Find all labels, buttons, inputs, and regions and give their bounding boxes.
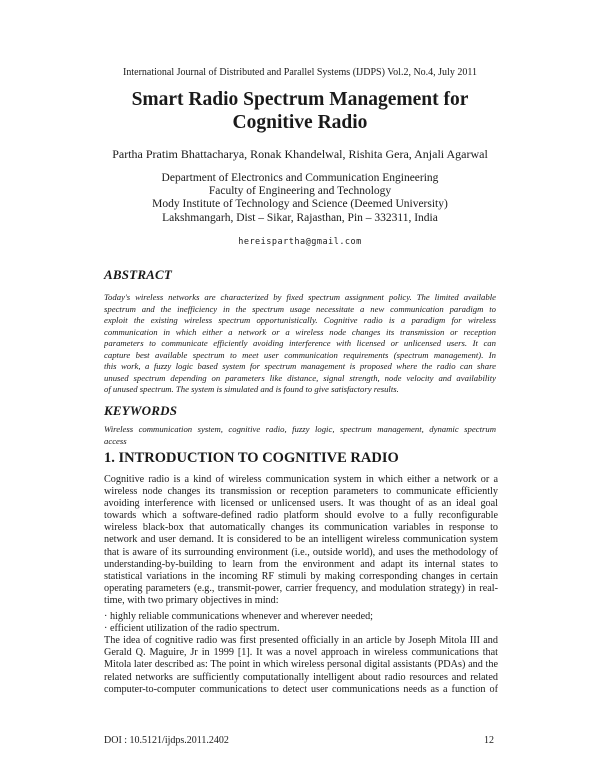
keywords-heading: KEYWORDS [104, 403, 178, 418]
body-line: time, with two primary objectives in mind: [104, 594, 279, 606]
keywords-body [104, 424, 496, 447]
abstract-body [104, 292, 496, 396]
body-line: that is aware of its surrounding environment (i.e., outside world), and uses the methodology of [104, 546, 498, 558]
body-line: Gerald Q. Maguire, Jr in 1999 [1]. It was a novel approach in wireless communications that [104, 647, 498, 659]
affiliation-line: Department of Electronics and Communication Engineering [161, 172, 439, 184]
body-line: related networks are sufficiently computationally intelligent about radio resources and related [104, 671, 498, 683]
body-line: avoiding interference with licensed or unlicensed users. It was thought of as an ideal goal [104, 498, 498, 510]
section-heading: 1. INTRODUCTION TO COGNITIVE RADIO [104, 450, 399, 466]
body-line: computer-to-computer communications to detect user communications needs as a function of [104, 683, 498, 695]
body-line: understanding-by-building to learn from the environment and adapt its internal states to [104, 558, 498, 570]
keywords-line: access [104, 435, 127, 446]
affiliation-line: Faculty of Engineering and Technology [208, 185, 392, 198]
body-line: Cognitive radio is a kind of wireless communication system in which either a network or a [104, 474, 498, 485]
keywords-line: Wireless communication system, cognitive radio, fuzzy logic, spectrum management, dynamic spectrum [104, 424, 496, 434]
page-number: 12 [484, 735, 494, 746]
abstract-line: unused spectrum depending on parameters like distance, signal strength, node velocity and availability [104, 372, 496, 383]
abstract-line: communication in which either a network or a wireless node changes its transmission or reception [104, 326, 496, 337]
affiliation [0, 172, 600, 225]
body-line: operating parameters (e.g., transmit-power, carrier frequency, and modulation strategy) in real- [104, 582, 498, 594]
bullet-item: · highly reliable communications whenever and wherever needed; [104, 611, 374, 623]
abstract-line: exploit the existing wireless spectrum opportunistically. Cognitive radio is a paradigm for wireless [104, 315, 496, 325]
bullet-item: · efficient utilization of the radio spectrum. [104, 623, 280, 635]
abstract-line: parameters to communicate efficiently avoiding interference with licensed or unlicensed users. It can [104, 338, 496, 348]
doi[interactable]: DOI : 10.5121/ijdps.2011.2402 [104, 735, 229, 746]
body-line: towards which a software-defined radio platform should evolve to a fully reconfigurable [104, 510, 498, 522]
body-line: wireless node changes its transmission or reception parameters to communicate efficiently [104, 486, 498, 498]
introduction-body [104, 474, 498, 696]
paper-title [0, 88, 600, 134]
abstract-line: capture best available spectrum to meet user communication requirements (spectrum management). In [104, 349, 496, 360]
title-line-1: Smart Radio Spectrum Management for [131, 89, 469, 110]
abstract-line: spectrum and the inefficiency in the spectrum usage necessitate a new communication paradigm to [104, 303, 496, 314]
body-line: Mitola later described as: The point in which wireless personal digital assistants (PDAs) and the [104, 659, 498, 671]
title-line-2: Cognitive Radio [232, 112, 368, 133]
abstract-heading: ABSTRACT [104, 267, 173, 282]
abstract-line: of unused spectrum. The system is simulated and is found to give satisfactory results. [104, 384, 399, 394]
author-email[interactable]: hereispartha@gmail.com [238, 237, 362, 247]
affiliation-line: Mody Institute of Technology and Science (Deemed University) [152, 198, 448, 211]
body-line: network and user demand. It is considered to be an intelligent wireless communication system [104, 534, 498, 546]
abstract-line: Today's wireless networks are characterized by fixed spectrum assignment policy. The limited available [104, 292, 496, 302]
body-line: The idea of cognitive radio was first presented officially in an article by Joseph Mitola III and [104, 635, 498, 647]
affiliation-line: Lakshmangarh, Dist – Sikar, Rajasthan, Pin – 332311, India [162, 211, 438, 224]
body-line: statistical variations in the incoming RF stimuli by making corresponding changes in certain [104, 570, 498, 582]
authors: Partha Pratim Bhattacharya, Ronak Khandelwal, Rishita Gera, Anjali Agarwal [112, 147, 488, 161]
running-header: International Journal of Distributed and Parallel Systems (IJDPS) Vol.2, No.4, July 2011 [123, 67, 477, 78]
body-line: wireless black-box that automatically changes its communication variables in response to [104, 522, 498, 534]
abstract-line: this work, a fuzzy logic based system for spectrum management is proposed where the radio can share [104, 361, 496, 371]
